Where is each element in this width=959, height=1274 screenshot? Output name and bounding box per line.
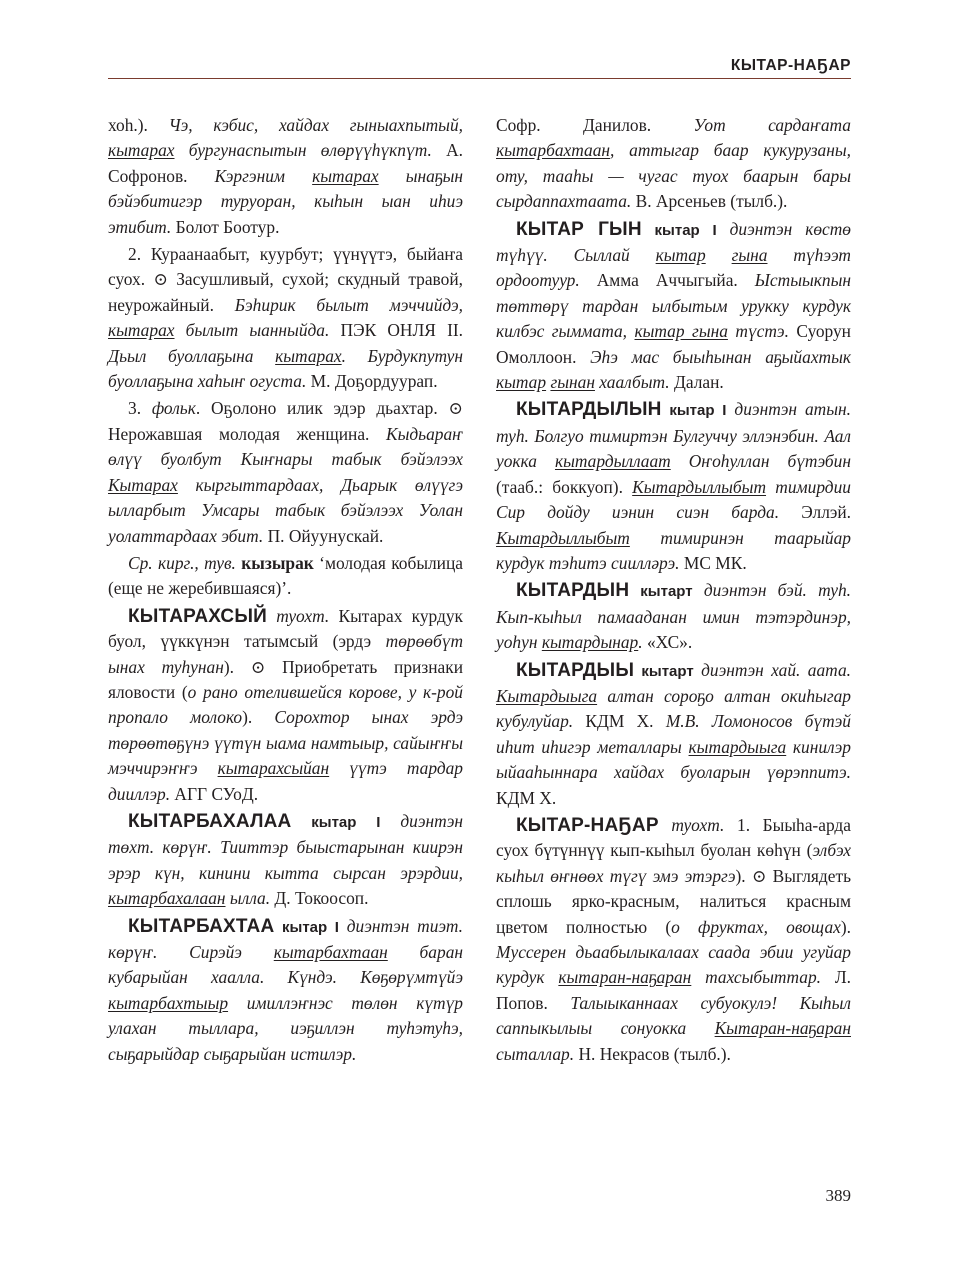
entry-kytar-gyn: КЫТАР ГЫН кытар I диэнтэн көстө түһүү. Сыллай кытар гына түһээт ордоотуур. Амма Аччыгыйа. Ыстыыкпын төттөрү тардан ылбытым урукку курдук килбэс гыммата, кытар гына түстэ. Суорун Омоллоон. Эһэ мас быыһынан аҕыйахтык кытар гынан хаалбыт. Далан.: [496, 218, 852, 393]
right-column: [496, 113, 851, 1067]
entry-kytardylyn: КЫТАРДЫЛЫН кытар I диэнтэн атын. туһ. Болгуо тимиртэн Булгуччу эллэнэбин. Аал уокка кытардыллаат Оҥоһуллан бүтэбин (тааб.: боккуоп). Кытардыллыбыт тимирдии Сир дойду иэнин сиэн барда. Эллэй. Кытардыллыбыт тимиринэн таарыйар курдук тэһитэ сиилләрэ. МС МК.: [496, 399, 851, 573]
running-head: КЫТАР-НАҔАР: [730, 57, 851, 74]
headword: КЫТАРБАХАЛАА: [128, 810, 292, 832]
entry-continuation: хоһ.). Чэ, кэбис, хайдах гыныахпытый, кытарах бургунаспытын өлөрүүһүкпүт. А. Софронов. Кэргэним кытарах ынаҕын бэйэбитигэр туруоран, кыһын ыан иһиэ этибит. Болот Боотур.: [108, 115, 463, 237]
entry-kytarbakhalaa: КЫТАРБАХАЛАА кытар I диэнтэн төхт. көрүҥ. Тииттэр быыстарынан киирэн эрэр күн, кинини кытта сырсан эрэрдии, кытарбахалаан ылла. Д. Токоосоп.: [108, 810, 464, 909]
headword: КЫТАРДЫЫ: [516, 659, 635, 681]
headword: КЫТАРДЫН: [516, 580, 630, 602]
sense-3: 3. фольк. Оҕолоно илик эдэр дьахтар. ⊙ Нерожавшая молодая женщина. Кыдьараҥ өлүү буолбут Кыҥнары табык бэйэлээх Кытарах кыргыттардаах, Дьарык өлүүгэ ылларбыт Умсары табык бэйэлээх Уолан уолаттардаах эбит. П. Ойуунускай.: [108, 398, 463, 546]
etymology-note: Ср. кирг., тув. кызырак ‘молодая кобылица (еще не жеребившаяся)’.: [108, 552, 464, 599]
sense-2: 2. Кураанаабыт, куурбут; үүнүүтэ, быйаҥа суох. ⊙ Засушливый, сухой; скудный травой, неурожайный. Бэһирик былыт мэччийдэ, кытарах былыт ыанныйда. ПЭК ОНЛЯ II. Дьыл буоллаҕына кытарах. Бурдукпутун буоллаҕына хаһыҥ огуста. М. Доҕордуурап.: [108, 244, 463, 392]
headword: КЫТАР-НАҔАР: [516, 814, 659, 836]
entry-kytar-nagar: КЫТАР-НАҔАР туохт. 1. Быыһа-арда суох бүтүннүү кып-кыһыл буолан көһүн (элбэх кыһыл өҥнөөх түгү эмэ этэргэ). ⊙ Выглядеть сплошь ярко-красным, налиться красным цветом полностью (о фруктах, овощах). Муссерен дьаабылыкалаах саада эбии угуйар курдук кытаран-наҕаран тахсыбыттар. Л. Попов. Талыыканнаах субуокулэ! Кыһыл саппыкылыы сонуокка Кытаран-наҕаран сыталлар. Н. Некрасов (тылб.).: [496, 814, 851, 1064]
left-column: [108, 113, 463, 1067]
entry-continuation: Софр. Данилов. Уот сардаҥата кытарбахтаан, аттыгар баар кукурузаны, оту, тааһы — чугас туох баарын бары сырдаппахтаата. В. Арсеньев (тылб.).: [496, 115, 851, 212]
headword: КЫТАРАХСЫЙ: [128, 605, 267, 627]
header-rule: [108, 78, 851, 79]
headword: КЫТАРБАХТАА: [128, 915, 275, 937]
entry-kytardyn: КЫТАРДЫН кытарт диэнтэн бэй. туһ. Кып-кыһыл памааданан имин тэтэрдинэр, уоһун кытардынар. «ХС».: [496, 580, 851, 653]
entry-kytarakhsyi: КЫТАРАХСЫЙ туохт. Кытарах курдук буол, үүккүнэн татымсый (эрдэ төрөөбүт ынах туһунан). ⊙ Приобретать признаки яловости (о рано отелившейся корове, у к-рой пропало молоко). Сорохтор ынах эрдэ төрөөтөҕүнэ үүтүн ыама намтыыр, сайыҥҥы мэччирэҥҥэ кытарахсыйан үүтэ тардар дииллэр. АГГ СУоД.: [108, 605, 464, 804]
page-number: 389: [825, 1186, 851, 1205]
headword: КЫТАРДЫЛЫН: [516, 399, 662, 421]
entry-kytardyy: КЫТАРДЫЫ кытарт диэнтэн хай. аата. Кытардыыга алтан сороҕо алтан окиһыгар кубулуйар. КДМ Х. М.В. Ломоносов бүтэй иһит иһигэр металлары кытардыыга кинилэр ыйааһыннара хайдах буоларын үөрэппитэ. КДМ Х.: [496, 659, 851, 808]
headword: КЫТАР ГЫН: [516, 218, 642, 240]
entry-kytarbakhtaa: КЫТАРБАХТАА кытар I диэнтэн тиэт. көрүҥ. Сирэйэ кытарбахтаан баран кубарыйан хаалла. Күндэ. Көҕөрүмтүйэ кытарбахтыыр имиллэҥнэс төлөн күтүр улахан тыллара, иэҕиллэн туһэтуһэ, сыҕарыйдар сыҕарыйан истилэр.: [108, 915, 464, 1064]
